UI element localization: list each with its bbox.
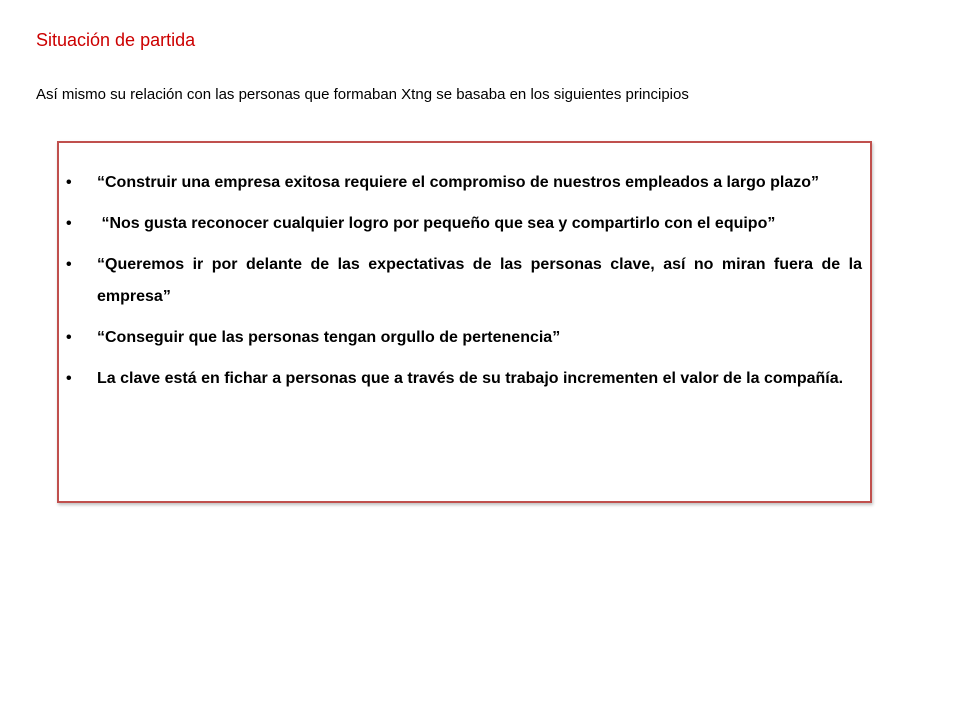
list-item-text: “Queremos ir por delante de las expectativas de las personas clave, así no miran fuera de la empresa” bbox=[97, 256, 862, 305]
list-item-text: La clave está en fichar a personas que a través de su trabajo incrementen el valor de la compañía. bbox=[97, 370, 844, 387]
list-item bbox=[59, 322, 870, 354]
slide-subtitle: Así mismo su relación con las personas que formaban Xtng se basaba en los siguientes principios bbox=[36, 86, 689, 103]
list-item bbox=[59, 208, 870, 240]
slide-title: Situación de partida bbox=[36, 30, 196, 50]
list-item-text: “Construir una empresa exitosa requiere el compromiso de nuestros empleados a largo plazo” bbox=[97, 174, 819, 191]
bullet-icon: • bbox=[66, 329, 72, 346]
list-item-text: “Nos gusta reconocer cualquier logro por pequeño que sea y compartirlo con el equipo” bbox=[97, 215, 776, 232]
principles-list bbox=[59, 167, 870, 404]
bullet-icon: • bbox=[66, 370, 72, 387]
bullet-icon: • bbox=[66, 256, 72, 273]
bullet-icon: • bbox=[66, 215, 72, 232]
list-item bbox=[59, 363, 870, 395]
list-item bbox=[59, 249, 870, 313]
list-item bbox=[59, 167, 870, 199]
principles-box bbox=[57, 141, 872, 503]
bullet-icon: • bbox=[66, 174, 72, 191]
list-item-text: “Conseguir que las personas tengan orgullo de pertenencia” bbox=[97, 329, 561, 346]
